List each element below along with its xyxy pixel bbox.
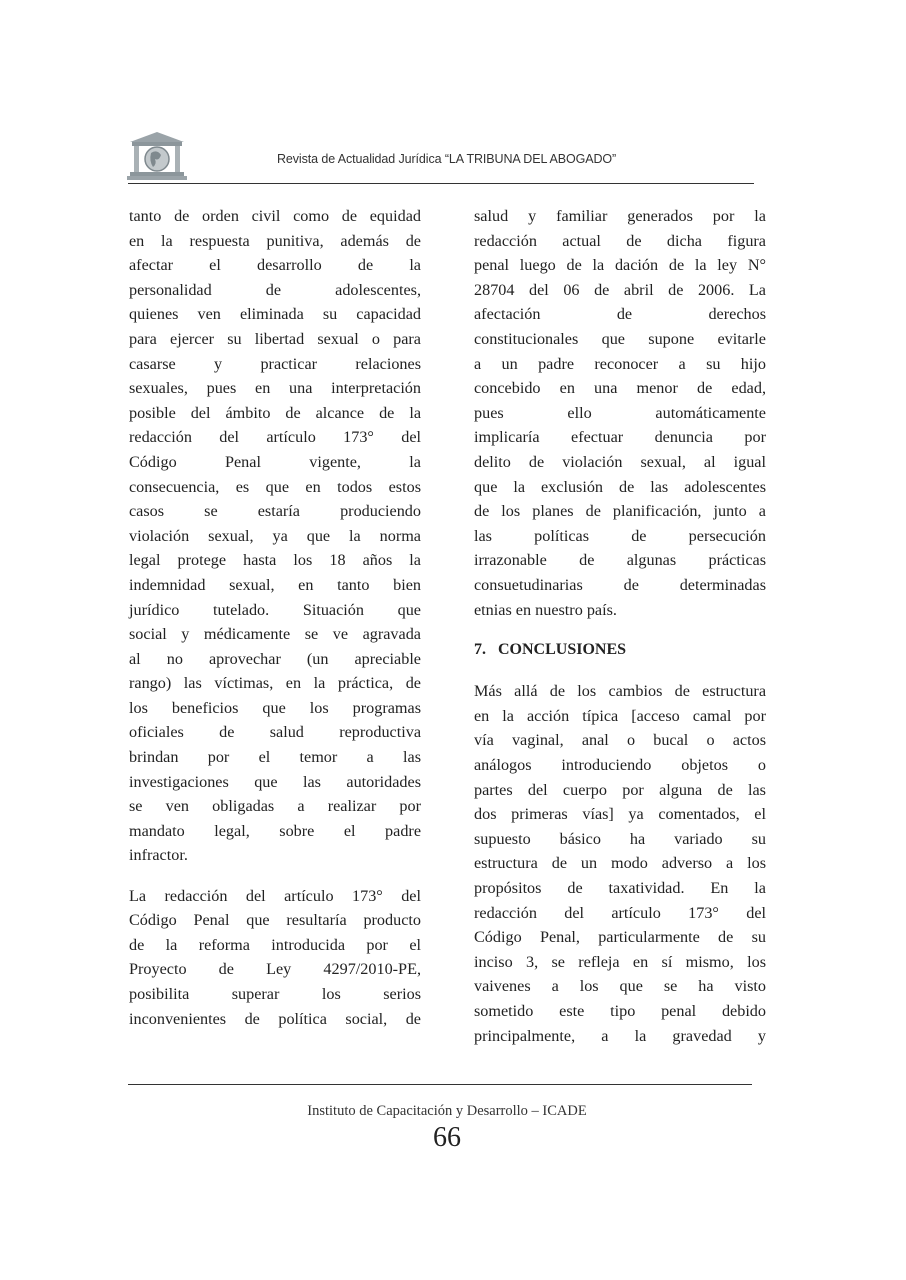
text-line: supuesto básico ha variado su	[474, 829, 766, 848]
text-line: inciso 3, se refleja en sí mismo, los	[474, 952, 766, 971]
text-line: sexuales, pues en una interpretación	[129, 379, 421, 398]
page-number: 66	[433, 1122, 461, 1153]
text-line: Más allá de los cambios de estructura	[474, 682, 766, 701]
text-line: quienes ven eliminada su capacidad	[129, 305, 421, 324]
text-line: oficiales de salud reproductiva	[129, 723, 421, 742]
text-line: Proyecto de Ley 4297/2010-PE,	[129, 960, 421, 979]
text-line: afectación de derechos	[474, 305, 766, 324]
text-line: personalidad de adolescentes,	[129, 280, 421, 299]
text-line: consecuencia, es que en todos estos	[129, 477, 421, 496]
text-line: indemnidad sexual, en tanto bien	[129, 575, 421, 594]
footer-institution: Instituto de Capacitación y Desarrollo – ICADE	[307, 1103, 587, 1119]
text-line: rango) las víctimas, en la práctica, de	[129, 674, 421, 693]
text-line: casos se estaría produciendo	[129, 502, 421, 521]
text-line: penal luego de la dación de la ley N°	[474, 256, 766, 275]
text-line: consuetudinarias de determinadas	[474, 575, 766, 594]
text-line: casarse y practicar relaciones	[129, 354, 421, 373]
text-line: mandato legal, sobre el padre	[129, 821, 421, 840]
text-line: jurídico tutelado. Situación que	[129, 600, 421, 619]
text-line: etnias en nuestro país.	[474, 600, 617, 619]
footer-divider	[128, 1084, 752, 1085]
text-line: redacción del artículo 173° del	[474, 903, 766, 922]
text-line: posible del ámbito de alcance de la	[129, 403, 421, 422]
text-line: vaivenes a los que se ha visto	[474, 977, 766, 996]
text-line: en la respuesta punitiva, además de	[129, 231, 421, 250]
text-line: investigaciones que las autoridades	[129, 772, 421, 791]
text-line: análogos introduciendo objetos o	[474, 755, 766, 774]
text-line: en la acción típica [acceso camal por	[474, 706, 766, 725]
text-line: para ejercer su libertad sexual o para	[129, 329, 421, 348]
left-column	[129, 204, 421, 1047]
paragraph	[129, 204, 421, 868]
text-line: salud y familiar generados por la	[474, 207, 766, 225]
text-line: La redacción del artículo 173° del	[129, 886, 421, 905]
text-line: infractor.	[129, 846, 188, 865]
text-line: legal protege hasta los 18 años la	[129, 551, 421, 570]
text-line: pues ello automáticamente	[474, 403, 766, 422]
text-line: los beneficios que los programas	[129, 698, 421, 717]
journal-title: Revista de Actualidad Jurídica “LA TRIBUNA DEL ABOGADO”	[277, 152, 617, 166]
text-line: concebido en una menor de edad,	[474, 379, 766, 398]
text-line: estructura de un modo adverso a los	[474, 854, 766, 873]
text-line: las políticas de persecución	[474, 526, 766, 545]
icade-logo	[126, 130, 188, 182]
text-line: implicaría efectuar denuncia por	[474, 428, 766, 447]
text-line: vía vaginal, anal o bucal o actos	[474, 731, 766, 750]
text-line: de la reforma introducida por el	[129, 935, 421, 954]
text-line: delito de violación sexual, al igual	[474, 452, 766, 471]
text-line: constitucionales que supone evitarle	[474, 329, 766, 348]
paragraph	[474, 204, 766, 622]
header-divider	[128, 183, 754, 184]
text-line: brindan por el temor a las	[129, 748, 421, 767]
text-line: inconvenientes de política social, de	[129, 1009, 421, 1028]
text-line: que la exclusión de las adolescentes	[474, 477, 766, 496]
text-line: posibilita superar los serios	[129, 984, 421, 1003]
text-line: afectar el desarrollo de la	[129, 256, 421, 275]
text-line: principalmente, a la gravedad y	[474, 1026, 766, 1045]
text-line: Código Penal vigente, la	[129, 452, 421, 471]
text-line: al no aprovechar (un apreciable	[129, 649, 421, 668]
text-line: 28704 del 06 de abril de 2006. La	[474, 280, 766, 299]
text-line: tanto de orden civil como de equidad	[129, 207, 421, 225]
paragraph	[474, 679, 766, 1048]
text-line: dos primeras vías] ya comentados, el	[474, 805, 766, 824]
text-line: Código Penal que resultaría producto	[129, 911, 421, 930]
text-line: sometido este tipo penal debido	[474, 1001, 766, 1020]
text-line: violación sexual, ya que la norma	[129, 526, 421, 545]
text-line: irrazonable de algunas prácticas	[474, 551, 766, 570]
text-line: de los planes de planificación, junto a	[474, 502, 766, 521]
text-line: a un padre reconocer a su hijo	[474, 354, 766, 373]
text-line: propósitos de taxatividad. En la	[474, 878, 766, 897]
right-column	[474, 204, 766, 1064]
text-line: redacción del artículo 173° del	[129, 428, 421, 447]
section-heading: 7. CONCLUSIONES	[474, 640, 627, 658]
text-line: redacción actual de dicha figura	[474, 231, 766, 250]
paragraph	[129, 884, 421, 1032]
text-line: se ven obligadas a realizar por	[129, 797, 421, 816]
text-line: social y médicamente se ve agravada	[129, 625, 421, 644]
text-line: partes del cuerpo por alguna de las	[474, 780, 766, 799]
text-line: Código Penal, particularmente de su	[474, 928, 766, 947]
